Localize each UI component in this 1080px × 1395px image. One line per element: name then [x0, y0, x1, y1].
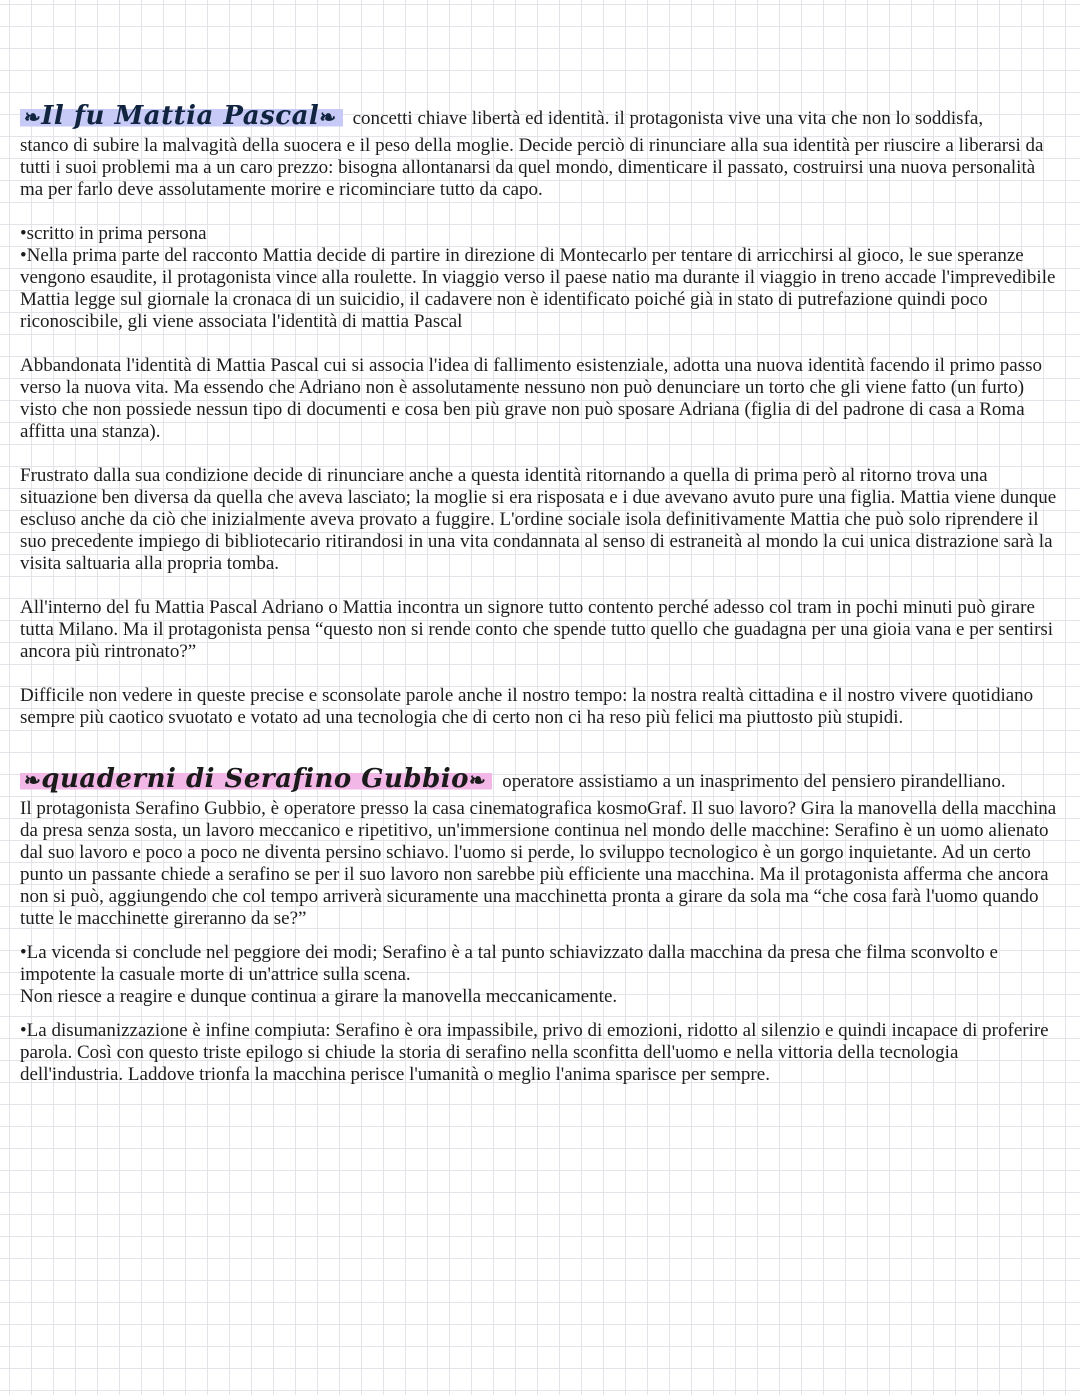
bullet-item: •La vicenda si conclude nel peggiore dei modi; Serafino è a tal punto schiavizzato dalla macchina da presa che filma sconvolto e impotente la casuale morte di un'attrice sulla scena.: [20, 942, 998, 985]
bullet-item: •scritto in prima persona: [20, 223, 207, 244]
flourish-icon: ❧: [24, 768, 42, 792]
paragraph: Difficile non vedere in queste precise e sconsolate parole anche il nostro tempo: la nostra realtà cittadina e il nostro vivere quotidiano sempre più caotico svuotato e votato ad una tecnologia che di certo non ci ha reso più felici ma piuttosto più stupidi.: [20, 685, 1034, 728]
section-title-text: quaderni di Serafino Gubbio: [41, 764, 469, 794]
section-title: [20, 763, 492, 796]
paragraph: All'interno del fu Mattia Pascal Adriano o Mattia incontra un signore tutto contento perché adesso col tram in pochi minuti può girare tutta Milano. Ma il protagonista pensa “questo non si rende conto che spende tutto quello che guadagna per una gioia vana e per sentirsi ancora più rintronato?”: [20, 597, 1054, 662]
section-mattia-pascal: [20, 100, 1060, 729]
paragraph: Frustrato dalla sua condizione decide di rinunciare anche a questa identità ritornando a quella di prima però al ritorno trova una situazione ben diversa da quella che aveva lasciato; la moglie si era risposata e i due avevano avuto pure una figlia. Mattia viene dunque escluso anche da ciò che inizialmente aveva provato a fuggire. L'ordine sociale isola definitivamente Mattia che può solo riprendere il suo precedente impiego di bibliotecario ritirandosi in una vita condannata al senso di estraneità al mondo la cui unica distrazione sarà la visita saltuaria alla propria tomba.: [20, 465, 1057, 574]
bullet-item: •Nella prima parte del racconto Mattia decide di partire in direzione di Montecarlo per tentare di arricchirsi al gioco, le sue speranze vengono esaudite, il protagonista vince alla roulette. In viaggio verso il paese natio ma durante il viaggio in treno accade l'imprevedibile Mattia legge sul giornale la cronaca di un suicidio, il cadavere non è identificato poiché già in stato di putrefazione quindi poco riconoscibile, gli viene associata l'identità di mattia Pascal: [20, 245, 1056, 332]
section-heading: [20, 100, 1060, 133]
flourish-icon: ❧: [468, 768, 487, 792]
paragraph: Il protagonista Serafino Gubbio, è operatore presso la casa cinematografica kosmoGraf. Il suo lavoro? Gira la manovella della macchina da presa senza sosta, un lavoro meccanico e ripetitivo, un'immersione continua nel mondo delle macchine: Serafino è un uomo alienato dal suo lavoro e poco a poco ne diventa persino schiavo. l'uomo si perde, lo sviluppo tecnologico è un gorgo inquietante. Ad un certo punto un passante chiede a serafino se per il suo lavoro non sarebbe più efficiente una macchina. Ma il protagonista afferma che ancora non si può, aggiungendo che col tempo arriverà sicuramente una macchinetta pronta a girare da sola ma “che cosa farà l'uomo quando tutte le macchinette gireranno da se?”: [20, 798, 1057, 929]
paragraph: Abbandonata l'identità di Mattia Pascal cui si associa l'idea di fallimento esistenziale, adotta una nuova identità facendo il primo passo verso la nuova vita. Ma essendo che Adriano non è assolutamente nessuno non può denunciare un torto che gli viene fatto (un furto) visto che non possiede nessun tipo di documenti e cosa ben più grave non può sposare Adriana (figlia di del padrone di casa a Roma affitta una stanza).: [20, 355, 1042, 442]
bullet-item: •La disumanizzazione è infine compiuta: Serafino è ora impassibile, privo di emozioni, ridotto al silenzio e quindi incapace di proferire parola. Così con questo triste epilogo si chiude la storia di serafino nella sconfitta dell'uomo e nella vittoria della tecnologia dell'industria. Laddove trionfa la macchina perisce l'umanità o meglio l'anima sparisce per sempre.: [20, 1020, 1049, 1085]
section-intro: concetti chiave libertà ed identità. il protagonista vive una vita che non lo soddisfa,: [352, 108, 984, 129]
section-title: [20, 100, 343, 133]
paragraph: Non riesce a reagire e dunque continua a girare la manovella meccanicamente.: [20, 986, 618, 1007]
paragraph: stanco di subire la malvagità della suocera e il peso della moglie. Decide perciò di rinunciare alla sua identità per riuscire a liberarsi da tutti i suoi problemi ma a un caro prezzo: bisogna allontanarsi da quel mondo, dimenticare il passato, costruirsi una nuova personalità ma per farlo deve assolutamente morire e ricominciare tutto da capo.: [20, 135, 1044, 200]
section-intro: operatore assistiamo a un inasprimento del pensiero pirandelliano.: [502, 771, 1006, 792]
notes-page: [20, 100, 1060, 1086]
section-heading: [20, 763, 1060, 796]
section-title-text: Il fu Mattia Pascal: [41, 101, 320, 131]
section-serafino-gubbio: [20, 763, 1060, 1086]
flourish-icon: ❧: [319, 105, 337, 129]
flourish-icon: ❧: [24, 105, 42, 129]
